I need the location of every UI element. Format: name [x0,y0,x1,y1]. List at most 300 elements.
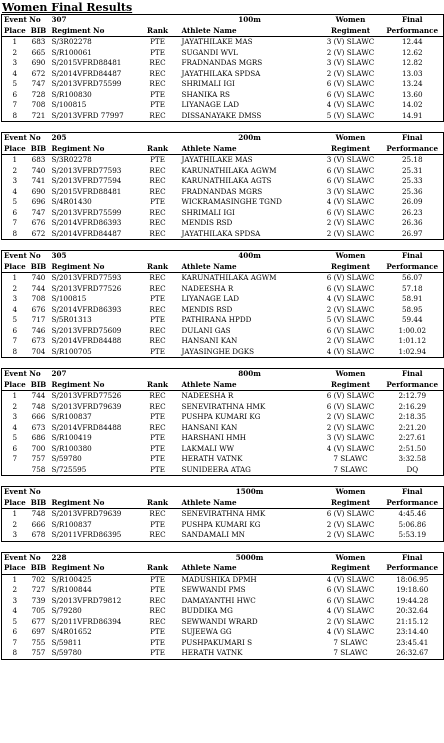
cell-athlete-name: DULANI GAS [181,325,231,335]
cell-regiment: 4 (V) SLAWC [326,606,375,615]
cell-regiment-no: S/2013VFRD77593 [51,273,122,282]
event-name: 5000m [180,552,320,563]
cell-place: 2 [2,402,28,413]
event-table [1,486,444,542]
cell-performance: 14.91 [382,111,444,122]
event-no-label: Event No [2,369,50,380]
col-header-regiment-no: Regiment No [50,498,136,509]
cell-regiment: 4 (V) SLAWC [326,197,375,206]
cell-regiment: 5 (V) SLAWC [320,111,382,122]
cell-place: 5 [2,617,28,628]
cell-place: 2 [2,520,28,531]
event-header-row [2,369,444,380]
event-header-row [2,251,444,262]
cell-performance: 1:01.12 [382,336,444,347]
cell-bib: 697 [31,627,46,636]
cell-rank: REC [149,595,166,605]
cell-regiment: 2 (V) SLAWC [326,304,375,314]
cell-regiment-no: S/5R01313 [51,315,92,324]
cell-performance: 59.44 [382,315,444,326]
cell-athlete-name: PUSHPA KUMARI KG [181,519,261,529]
cell-place: 5 [2,79,28,90]
cell-place: 3 [2,176,28,187]
cell-bib: 665 [31,47,46,57]
cell-regiment: 7 SLAWC [320,648,382,659]
table-row [2,166,444,177]
cell-performance: 1:00.02 [382,326,444,337]
cell-athlete-name: SENEVIRATHNA HMK [181,509,266,518]
col-header-athlete-name: Athlete Name [180,380,320,391]
cell-regiment-no: S/2014VFRD86393 [51,304,122,314]
col-header-bib: BIB [28,262,50,273]
cell-rank: PTE [150,433,165,442]
women-label: Women [320,251,382,262]
cell-performance: 23:45.41 [382,638,444,649]
cell-athlete-name: BUDDIKA MG [181,606,233,615]
cell-regiment: 2 (V) SLAWC [326,336,375,345]
col-header-performance: Performance [382,144,444,155]
cell-regiment-no: S/2013VFRD79812 [51,595,122,605]
event-name: 200m [180,133,320,144]
cell-place: 1 [2,391,28,402]
cell-place: 8 [2,229,28,240]
spacer [0,122,444,132]
cell-place: 6 [2,90,28,101]
cell-regiment-no: S/2013VFRD77593 [51,165,122,175]
cell-performance: 2:16.29 [382,402,444,413]
event-table [1,552,444,660]
cell-bib: 740 [31,273,46,282]
cell-regiment: 6 (V) SLAWC [326,391,375,400]
table-row [2,412,444,423]
cell-athlete-name: JAYATHILAKE MAS [181,37,253,46]
cell-regiment-no: S/2015VFRD88481 [51,186,122,196]
cell-performance: 1:02.94 [382,347,444,358]
cell-regiment-no: S/2013VFRD 77997 [50,111,136,122]
cell-regiment-no: S/2013VFRD75599 [51,79,122,88]
cell-place: 1 [2,37,28,48]
cell-regiment-no: S/R100380 [51,443,92,453]
table-row [2,197,444,208]
cell-regiment: 2 (V) SLAWC [326,519,375,529]
cell-rank: REC [149,391,166,400]
cell-performance: 13.24 [382,79,444,90]
cell-performance: 23:14.40 [382,627,444,638]
cell-performance: 2:51.50 [382,444,444,455]
cell-bib: 728 [31,89,46,99]
col-header-athlete-name: Athlete Name [180,144,320,155]
cell-athlete-name: JAYATHILAKA SPDSA [180,229,320,240]
table-row [2,627,444,638]
cell-rank: PTE [150,443,165,453]
cell-regiment: 4 (V) SLAWC [326,294,375,303]
cell-place: 4 [2,423,28,434]
cell-regiment-no: S/R100419 [51,433,92,442]
cell-regiment-no: S/R100837 [51,412,92,421]
women-label: Women [320,15,382,26]
cell-bib: 666 [31,519,46,529]
cell-rank: REC [149,336,166,345]
cell-athlete-name: DAMAYANTHI HWC [181,595,256,605]
cell-regiment: 6 (V) SLAWC [326,89,375,99]
table-row [2,433,444,444]
cell-rank: PTE [150,315,165,324]
event-no-label: Event No [2,15,50,26]
cell-regiment: 3 (V) SLAWC [326,186,375,196]
cell-performance: 26.23 [382,208,444,219]
cell-performance: 18:06.95 [382,574,444,585]
cell-performance: 12.82 [382,58,444,69]
cell-athlete-name: JAYASINGHE DGKS [180,347,320,358]
event-number: 205 [50,133,136,144]
cell-regiment-no: S/2013VFRD79639 [51,509,122,518]
col-header-bib: BIB [28,563,50,574]
event-table [1,250,444,358]
cell-place: 1 [2,509,28,520]
spacer [0,542,444,552]
cell-rank: REC [149,422,166,432]
col-header-athlete-name: Athlete Name [180,563,320,574]
col-header-regiment: Regiment [320,380,382,391]
cell-bib: 741 [31,176,46,185]
cell-performance: 56.07 [382,273,444,284]
cell-performance: 26:32.67 [382,648,444,659]
cell-place: 5 [2,315,28,326]
cell-regiment: 6 (V) SLAWC [326,401,375,411]
cell-bib: 683 [31,37,46,46]
table-row [2,574,444,585]
table-row [2,596,444,607]
empty-cell [136,369,180,380]
cell-regiment-no: S/R100830 [51,89,92,99]
cell-rank: REC [149,79,166,88]
cell-regiment-no: S/2013VFRD77526 [51,391,122,400]
cell-athlete-name: SUJEEWA GG [181,627,232,636]
event-header-row [2,487,444,498]
col-header-bib: BIB [28,498,50,509]
event-name: 100m [180,15,320,26]
col-header-place: Place [2,498,28,509]
cell-performance: 2:18.35 [382,412,444,423]
cell-regiment-no: S/2015VFRD88481 [51,58,122,67]
table-row [2,444,444,455]
empty-cell [136,15,180,26]
column-header-row [2,262,444,273]
col-header-rank: Rank [136,380,180,391]
spacer [0,240,444,250]
cell-performance: 3:32.58 [382,454,444,465]
cell-regiment-no: S/R100061 [51,47,92,57]
cell-place: 4 [2,305,28,316]
women-label: Women [320,487,382,498]
col-header-performance: Performance [382,380,444,391]
event-name: 400m [180,251,320,262]
table-row [2,69,444,80]
cell-athlete-name: SUGANDI WVL [181,47,238,57]
cell-rank: PTE [150,574,165,584]
column-header-row [2,26,444,37]
cell-athlete-name: FRADNANDAS MGRS [181,58,263,67]
cell-regiment-no: S/2013VFRD75599 [51,207,122,217]
col-header-regiment-no: Regiment No [50,144,136,155]
table-row [2,111,444,122]
final-label: Final [382,369,444,380]
cell-bib: 690 [31,186,46,196]
cell-regiment: 6 (V) SLAWC [326,283,375,293]
col-header-regiment: Regiment [320,26,382,37]
cell-place: 2 [2,166,28,177]
table-row [2,58,444,69]
cell-rank: REC [149,218,166,227]
table-row [2,402,444,413]
cell-rank: REC [149,207,166,217]
col-header-regiment: Regiment [320,563,382,574]
women-label: Women [320,369,382,380]
cell-rank: PTE [136,347,180,358]
cell-bib: 727 [31,585,46,594]
cell-regiment: 7 SLAWC [320,465,382,476]
cell-place: 4 [2,606,28,617]
cell-bib: 717 [31,315,46,324]
col-header-place: Place [2,563,28,574]
cell-rank: PTE [150,412,165,421]
cell-bib: 673 [31,336,46,345]
table-row [2,423,444,434]
cell-rank: REC [149,165,166,175]
cell-performance: 25.36 [382,187,444,198]
cell-athlete-name: KARUNATHILAKA AGWM [181,273,277,282]
cell-rank: REC [149,58,166,67]
cell-rank: REC [149,68,166,78]
final-label: Final [382,552,444,563]
cell-place: 3 [2,294,28,305]
event-table [1,14,444,122]
cell-bib: 702 [31,574,46,584]
cell-regiment: 2 (V) SLAWC [326,68,375,78]
event-number [50,487,136,498]
col-header-athlete-name: Athlete Name [180,26,320,37]
cell-rank: PTE [150,627,165,636]
event-name: 800m [180,369,320,380]
col-header-regiment-no: Regiment No [50,380,136,391]
cell-performance: 13.03 [382,69,444,80]
cell-bib: 676 [31,304,46,314]
cell-place: 3 [2,58,28,69]
cell-place: 2 [2,284,28,295]
col-header-athlete-name: Athlete Name [180,498,320,509]
cell-place: 8 [2,648,28,659]
cell-place: 7 [2,218,28,229]
col-header-rank: Rank [136,144,180,155]
table-row [2,218,444,229]
col-header-regiment: Regiment [320,262,382,273]
table-row [2,187,444,198]
cell-bib: 666 [31,412,46,421]
cell-place: 1 [2,574,28,585]
table-row [2,176,444,187]
cell-athlete-name: SUNIDEERA ATAG [180,465,320,476]
cell-place: 7 [2,336,28,347]
table-row [2,37,444,48]
cell-regiment: 7 SLAWC [333,637,368,647]
cell-bib: 683 [31,155,46,164]
cell-performance: 2:27.61 [382,433,444,444]
cell-bib: 755 [31,637,46,647]
women-label: Women [320,133,382,144]
col-header-athlete-name: Athlete Name [180,262,320,273]
cell-regiment-no: S/2014VFRD84487 [50,229,136,240]
cell-performance: 19:44.28 [382,596,444,607]
cell-athlete-name: HERATH VATNK [181,454,243,463]
cell-athlete-name: SHRIMALI IGI [181,79,235,88]
cell-regiment-no: S/R100844 [51,585,92,594]
cell-regiment-no: S/2013VFRD75609 [51,325,122,335]
col-header-performance: Performance [382,262,444,273]
cell-athlete-name: SHRIMALI IGI [181,207,235,217]
cell-performance: 2:21.20 [382,423,444,434]
table-row [2,229,444,240]
col-header-place: Place [2,144,28,155]
table-row [2,638,444,649]
cell-rank: PTE [150,294,165,303]
cell-regiment-no: S/59811 [51,637,82,647]
cell-regiment-no: S/R100705 [50,347,136,358]
col-header-regiment-no: Regiment No [50,563,136,574]
final-label: Final [382,251,444,262]
cell-place: 3 [2,596,28,607]
col-header-place: Place [2,262,28,273]
table-row [2,617,444,628]
cell-regiment: 6 (V) SLAWC [326,509,375,518]
cell-regiment: 4 (V) SLAWC [326,574,375,584]
cell-bib: 746 [31,325,46,335]
cell-rank: REC [149,186,166,196]
cell-athlete-name: FRADNANDAS MGRS [181,186,263,196]
cell-regiment: 2 (V) SLAWC [326,422,375,432]
cell-regiment-no: S/2014VFRD86393 [51,218,122,227]
cell-performance: 26.36 [382,218,444,229]
cell-place: 8 [2,111,28,122]
cell-athlete-name: SHANIKA RS [181,89,230,99]
cell-rank: REC [149,176,166,185]
cell-place: 6 [2,444,28,455]
cell-rank: REC [149,325,166,335]
cell-athlete-name: KARUNATHILAKA AGTS [181,176,272,185]
page-title: Women Final Results [2,1,133,14]
cell-athlete-name: MENDIS RSD [181,218,233,227]
cell-regiment-no: S/4R01652 [51,627,92,636]
cell-athlete-name: MADUSHIKA DPMH [181,574,257,584]
empty-cell [136,487,180,498]
cell-athlete-name: NADEESHA R [181,283,234,293]
cell-rank: REC [149,283,166,293]
col-header-rank: Rank [136,563,180,574]
col-header-performance: Performance [382,563,444,574]
col-header-place: Place [2,26,28,37]
cell-rank: PTE [136,465,180,476]
col-header-rank: Rank [136,262,180,273]
event-number: 307 [50,15,136,26]
cell-regiment: 6 (V) SLAWC [326,79,375,88]
event-number: 228 [50,552,136,563]
cell-performance: 26.97 [382,229,444,240]
cell-rank: PTE [150,47,165,57]
event-no-label: Event No [2,133,50,144]
cell-regiment: 6 (V) SLAWC [326,585,375,594]
women-label: Women [320,552,382,563]
cell-regiment-no: S/100815 [51,294,87,303]
cell-place: 5 [2,197,28,208]
table-row [2,347,444,358]
cell-bib: 721 [28,111,50,122]
cell-bib: 757 [28,648,50,659]
cell-rank: PTE [150,197,165,206]
cell-bib: 748 [31,509,46,518]
event-no-label: Event No [2,251,50,262]
cell-bib: 672 [28,229,50,240]
cell-bib: 744 [31,283,46,293]
cell-bib: 686 [31,433,46,442]
cell-regiment: 2 (V) SLAWC [326,47,375,57]
cell-regiment-no: S/79280 [51,606,82,615]
results-container [0,14,444,660]
cell-rank: PTE [150,37,165,46]
cell-regiment: 5 (V) SLAWC [326,315,375,324]
cell-performance: 13.60 [382,90,444,101]
event-table [1,368,444,476]
table-row [2,520,444,531]
cell-performance: 19:18.60 [382,585,444,596]
cell-rank: REC [149,616,166,626]
cell-regiment: 4 (V) SLAWC [326,627,375,636]
cell-performance: 4:45.46 [382,509,444,520]
cell-place: 5 [2,433,28,444]
cell-performance: 26.09 [382,197,444,208]
cell-performance: 2:12.79 [382,391,444,402]
cell-regiment-no: S/3R02278 [51,37,92,46]
final-label: Final [382,487,444,498]
table-row [2,79,444,90]
cell-regiment: 2 (V) SLAWC [320,530,382,541]
cell-regiment-no: S/R100837 [51,519,92,529]
cell-performance: DQ [382,465,444,476]
spacer [0,476,444,486]
cell-athlete-name: WICKRAMASINGHE TGND [181,197,282,206]
cell-performance: 21:15.12 [382,617,444,628]
cell-regiment-no: S/2014VFRD84488 [51,336,122,345]
cell-athlete-name: JAYATHILAKE MAS [181,155,253,164]
table-row [2,100,444,111]
table-row [2,284,444,295]
cell-athlete-name: NADEESHA R [181,391,234,400]
cell-performance: 57.18 [382,284,444,295]
cell-bib: 678 [28,530,50,541]
cell-place: 7 [2,454,28,465]
cell-athlete-name: PUSHPAKUMARI S [181,637,253,647]
cell-rank: REC [136,530,180,541]
final-label: Final [382,133,444,144]
cell-performance: 58.95 [382,305,444,316]
empty-cell [136,133,180,144]
col-header-regiment-no: Regiment No [50,262,136,273]
cell-bib: 748 [31,401,46,411]
cell-performance: 25.18 [382,155,444,166]
cell-regiment: 4 (V) SLAWC [320,347,382,358]
cell-performance: 12.44 [382,37,444,48]
cell-athlete-name: PATHIRANA HPDD [181,315,252,324]
table-row [2,90,444,101]
table-row [2,305,444,316]
